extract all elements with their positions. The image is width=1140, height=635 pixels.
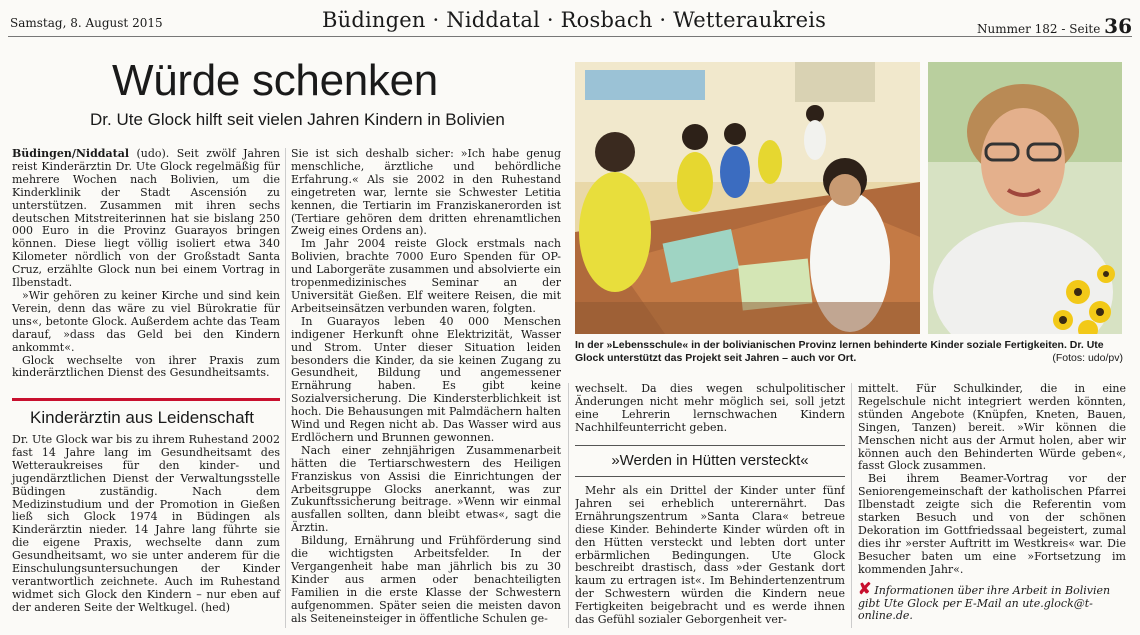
box-red-rule [12, 398, 280, 401]
paragraph: Bildung, Ernährung und Frühförderung sind die wichtigsten Arbeitsfelder. In der Vergangenheit habe man jährlich bis zu 30 Kinder aus armen oder benachteiligten Familien in die erste Klasse der Schwestern aufgenommen. Später seien die meisten davon als Seiteneinsteiger in öffentliche Schulen ge- [291, 534, 561, 625]
box-paragraph: Dr. Ute Glock war bis zu ihrem Ruhestand 2002 fast 14 Jahre lang im Gesundheitsamt des Wetteraukreises für den kinder- und jugendärztlichen Dienst der Verwaltungsstelle Büdingen zuständig. Nach dem Medizinstudium und der Promotion in Gießen ließ sich Glock 1974 in Büdingen als Kinderärztin nieder. 14 Jahre lang führte sie die eigene Praxis, wechselte dann zum Gesundheitsamt, wo sie unter anderem für die Einschulungsuntersuchungen der Kinder verantwortlich zeichnete. Auch im Ruhestand widmet sich Glock den Kindern – nur eben auf der anderen Seite der Weltkugel. (hed) [12, 433, 280, 614]
photo-caption [575, 339, 1123, 365]
photo-credit: (Fotos: udo/pv) [1052, 352, 1123, 364]
caption-text: In der »Lebensschule« in der bolivianischen Provinz lernen behinderte Kinder soziale Fertigkeiten. Dr. Ute Glock unterstützt das Projekt seit Jahren – auch vor Ort. [575, 339, 1104, 364]
header-title: Büdingen · Niddatal · Rosbach · Wetteraukreis [322, 8, 827, 32]
info-note [858, 579, 1124, 623]
subheadline: Dr. Ute Glock hilft seit vielen Jahren Kindern in Bolivien [90, 110, 505, 129]
header-page-number [977, 14, 1132, 38]
paragraph: Nach einer zehnjährigen Zusammenarbeit hätten die Tertiarschwestern des Heiligen Franziskus von Assisi die Einrichtungen der Arbeitsgruppe Glocks anerkannt, was zur Zukunftssicherung beitrage. »Wenn wir einmal ausfallen sollten, dann bleibt etwas«, sagt die Ärztin. [291, 443, 561, 535]
paragraph: mittelt. Für Schulkinder, die in eine Regelschule nicht integriert werden könnten, stünden Angebote (Knüpfen, Kneten, Bauen, Singen, Tanzen) bereit. »Wir können die Menschen nicht aus der Armut holen, aber wir können auch den Behinderten Würde geben«, fasst Glock zusammen. [858, 382, 1126, 473]
issue-number: Nummer 182 - Seite [977, 22, 1101, 36]
paragraph: In Guarayos leben 40 000 Menschen indigener Herkunft ohne Elektrizität, Wasser und Strom. Unter dieser Situation leiden besonders die Kinder, da sie keinen Zugang zu Gesundheit, Bildung und angemessener Ernährung haben. Es gibt keine Sozialversicherung. Die Kindersterblichkeit ist hoch. Die Behausungen mit Palmdächern halten Wind und Regen nicht ab. Das Wasser wird aus Erdlöchern und Brunnen gewonnen. [291, 314, 561, 444]
classroom-photo [575, 62, 920, 334]
dateline: Büdingen/Niddatal [12, 147, 129, 160]
paragraph: Mehr als ein Drittel der Kinder unter fünf Jahren sei erheblich unterernährt. Das Ernährungszentrum »Santa Clara« betreue diese Kinder. Behinderte Kinder würden oft in den Hütten versteckt und lebten dort unter erbärmlichen Bedingungen. Ute Glock beschreibt drastisch, dass »der Gestank dort kaum zu ertragen ist«. Im Behindertenzentrum der Schwestern würden die Kindern neue Fertigkeiten beigebracht und es werde ihnen das Gefühl sozialer Geborgenheit ver- [575, 485, 845, 627]
box-text [12, 434, 280, 615]
column-1 [12, 148, 280, 380]
paragraph: »Wir gehören zu keiner Kirche und sind kein Verein, denn das wäre zu viel Bürokratie für uns«, betonte Glock. Außerdem achte das Team darauf, »dass das Geld bei den Kindern ankommt«. [12, 288, 280, 354]
header-rule [8, 36, 1132, 37]
paragraph: Glock wechselte von ihrer Praxis zum kinderärztlichen Dienst des Gesundheitsamts. [12, 353, 280, 380]
cross-icon: ✘ [858, 579, 872, 598]
page-number: 36 [1104, 14, 1132, 38]
info-box [12, 408, 280, 615]
column-rule [285, 148, 286, 628]
paragraph: Sie ist sich deshalb sicher: »Ich habe genug menschliche, ärztliche und behördliche Erfahrung.« Als sie 2002 in den Ruhestand eingetreten war, lernte sie Schwester Letitia kennen, die Tertiarin im Franziskanerorden ist (Tertiare gehören dem dritten ehrenamtlichen Zweig eines Ordens an). [291, 148, 561, 238]
column-4 [858, 383, 1126, 577]
header-date: Samstag, 8. August 2015 [10, 16, 163, 30]
paragraph: Im Jahr 2004 reiste Glock erstmals nach Bolivien, brachte 7000 Euro Spenden für OP- und Laborgeräte zusammen und absolvierte ein tropenmedizinisches Seminar an der Universität Gießen. Elf weitere Reisen, die mit Arbeitseinsätzen verbunden waren, folgten. [291, 237, 561, 315]
info-text: Informationen über ihre Arbeit in Bolivien gibt Ute Glock per E-Mail an ute.glock@t-online.de. [858, 584, 1111, 622]
column-rule [851, 383, 852, 628]
paragraph: wechselt. Da dies wegen schulpolitischer Änderungen nicht mehr möglich sei, soll jetzt eine Lehrerin lernschwachen Kindern Nachhilfeunterricht geben. [575, 382, 845, 434]
column-rule [568, 383, 569, 628]
lead-paragraph [12, 148, 280, 290]
column-2 [291, 148, 561, 628]
box-title: Kinderärztin aus Leidenschaft [30, 408, 254, 427]
portrait-photo [928, 62, 1122, 334]
column-3 [575, 485, 845, 630]
lead-text: (udo). Seit zwölf Jahren reist Kinderärztin Dr. Ute Glock regelmäßig für mehrere Wochen nach Bolivien, um die Kinderklinik der Stadt Ascensión zu unterstützen. Zusammen mit ihren sechs deutschen Mitstreiterinnen hat sie bislang 250 000 Euro in die Provinz Guarayos bringen können. Diese liegt völlig isoliert etwa 340 Kilometer nördlich von der Großstadt Santa Cruz, erzählte Glock nun bei einem Vortrag in Ilbenstadt. [12, 147, 280, 290]
column-3-top [575, 383, 845, 435]
headline: Würde schenken [112, 56, 438, 105]
paragraph: Bei ihrem Beamer-Vortrag vor der Seniorengemeinschaft der katholischen Pfarrei Ilbenstadt zeigte sich die Referentin vom starken Besuch und von der schönen Dekoration im Gottfriedssaal begeistert, zumal dies ihr »erster Auftritt im Westkreis« war. Die Besucher baten um eine »Fortsetzung im kommenden Jahr«. [858, 472, 1126, 576]
section-heading: »Werden in Hütten versteckt« [575, 445, 845, 477]
